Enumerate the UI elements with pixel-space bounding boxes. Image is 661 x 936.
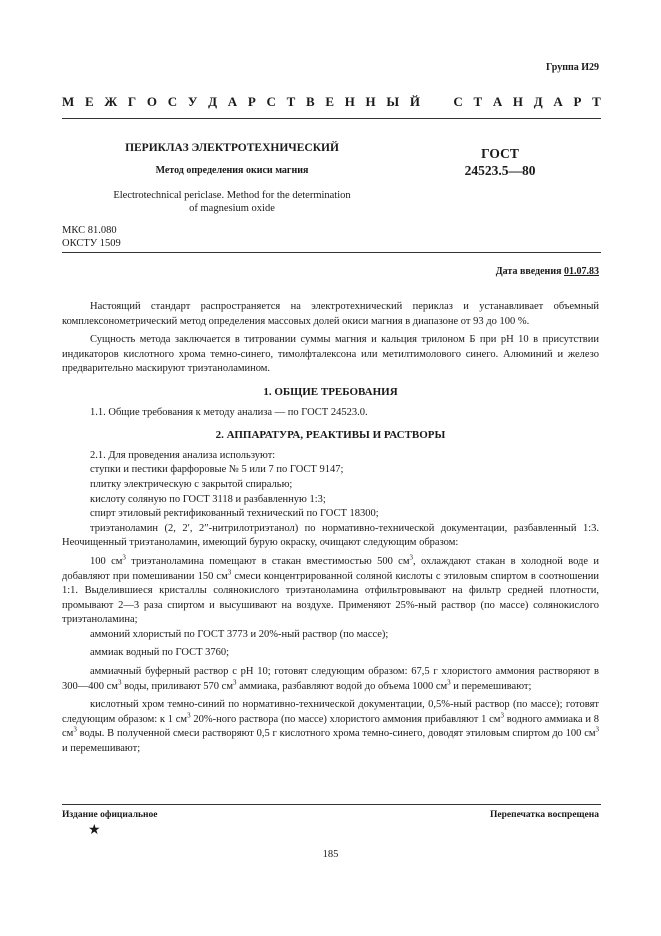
- section-heading: 1. ОБЩИЕ ТРЕБОВАНИЯ: [263, 385, 398, 398]
- banner-letter: Д: [533, 94, 543, 109]
- banner-letter: Д: [208, 94, 218, 109]
- banner-letter: С: [453, 94, 463, 109]
- effective-date: [496, 266, 599, 277]
- classification-codes: [62, 224, 121, 250]
- banner-letter: Р: [247, 94, 256, 109]
- list-item: спирт этиловый ректификованный технический по ГОСТ 18300;: [90, 508, 379, 520]
- intro-paragraph: Настоящий стандарт распространяется на электротехнический периклаз и устанавливает объемный комплексонометрический метод определения массовых долей окиси магния в диапазоне от 93 до 100 %.: [62, 301, 599, 327]
- list-item: плитку электрическую с закрытой спиралью;: [90, 478, 293, 490]
- reprint-prohibited-label: Перепечатка воспрещена: [489, 810, 599, 820]
- gost-number: 24523.5—80: [464, 163, 536, 178]
- list-item: ступки и пестики фарфоровые № 5 или 7 по ГОСТ 9147;: [90, 464, 344, 476]
- banner-letter: С: [266, 94, 276, 109]
- section-heading: 2. АППАРАТУРА, РЕАКТИВЫ И РАСТВОРЫ: [215, 429, 446, 442]
- banner-letter: А: [492, 94, 503, 109]
- star-icon: ★: [88, 823, 101, 838]
- list-item: триэтаноламин (2, 2′, 2″-нитрилотриэтанол) по нормативно-технической документации, разбавленный 1:3. Неочищенный триэтаноламин, имеющий бурую окраску, очищают следующим образом:: [62, 522, 599, 549]
- page-number: 185: [322, 849, 339, 860]
- banner-letter: Н: [365, 94, 376, 109]
- banner-letter: А: [553, 94, 563, 109]
- title-rule: [62, 252, 601, 253]
- banner-letter: Н: [344, 94, 355, 109]
- effective-date-value: 01.07.83: [564, 266, 599, 277]
- body-paragraph: 1.1. Общие требования к методу анализа — по ГОСТ 24523.0.: [90, 406, 368, 418]
- banner-letter: Е: [84, 94, 94, 109]
- intro-paragraph: Сущность метода заключается в титровании суммы магния и кальция трилоном Б при pH 10 в присутствии индикаторов кислотного хрома темно-синего, тимолфталексона или метилтимолового синего. Алюминий и железо предварительно маскируют триэтаноламином.: [62, 334, 599, 375]
- document-title: ПЕРИКЛАЗ ЭЛЕКТРОТЕХНИЧЕСКИЙ: [125, 142, 339, 154]
- body-paragraph: 100 $см^3$ триэтаноламина помещают в стакан вместимостью 500 $см^3$, охлаждают стакан в холодной воде и добавляют при помешивании 150 $см^3$ смеси концентрированной соляной кислоты с этиловым спиртом в соотношении 1:1. Выделившиеся кристаллы солянокислого триэтаноламина отфильтровывают на фильтр средней плотности, промывают 2—3 раза спиртом и высушивают на воздухе. Применяют 25%-ный раствор (по массе) солянокислого триэтаноламина;: [62, 553, 600, 626]
- gost-label: ГОСТ: [481, 146, 519, 161]
- official-edition-label: Издание официальное: [62, 810, 158, 820]
- list-item: 2.1. Для проведения анализа используют:: [90, 449, 276, 461]
- banner-letter: В: [305, 94, 315, 109]
- okstu-code: ОКСТУ 1509: [62, 238, 121, 249]
- document-subtitle: Метод определения окиси магния: [155, 165, 309, 176]
- banner-letter: Й: [409, 94, 420, 109]
- banner-letter: Т: [286, 94, 296, 109]
- english-title-line: Electrotechnical periclase. Method for the determination: [113, 190, 351, 201]
- gost-designation: [445, 145, 555, 179]
- mks-code: МКС 81.080: [62, 225, 117, 236]
- document-body: [62, 300, 599, 757]
- banner-letter: Н: [512, 94, 524, 109]
- banner-letter: Ж: [104, 94, 118, 109]
- english-title: [62, 189, 402, 215]
- banner-letter: Е: [325, 94, 334, 109]
- list-item: аммиак водный по ГОСТ 3760;: [90, 647, 230, 659]
- banner-letter: Ы: [386, 94, 400, 109]
- banner-letter: С: [167, 94, 178, 109]
- list-item: аммоний хлористый по ГОСТ 3773 и 20%-ный раствор (по массе);: [90, 628, 389, 640]
- banner-letter: О: [146, 94, 158, 109]
- banner-letter: Р: [573, 94, 582, 109]
- banner-letter: А: [227, 94, 238, 109]
- banner-spacer: [431, 94, 443, 110]
- english-title-line: of magnesium oxide: [189, 203, 275, 214]
- effective-date-label: Дата введения: [495, 266, 562, 277]
- banner-letter: У: [187, 94, 198, 109]
- list-item: кислоту соляную по ГОСТ 3118 и разбавленную 1:3;: [90, 493, 326, 505]
- footer-rule: [62, 804, 601, 805]
- standard-banner: [62, 94, 601, 110]
- header-rule: [62, 118, 601, 119]
- banner-letter: Г: [127, 94, 137, 109]
- banner-letter: Т: [592, 94, 601, 109]
- banner-letter: М: [62, 94, 75, 109]
- group-code: Группа И29: [546, 62, 599, 73]
- body-paragraph: аммиачный буферный раствор с pH 10; готовят следующим образом: 67,5 г хлористого аммония растворяют в 300—400 $см^3$ воды, приливают 570 $см^3$ аммиака, разбавляют водой до объема 1000 $см^3$ и перемешивают;: [62, 666, 599, 692]
- body-paragraph: кислотный хром темно-синий по нормативно-технической документации, 0,5%-ный раствор (по массе); готовят следующим образом: к 1 $см^3$ 20%-ного раствора (по массе) хлористого аммония прибавляют 1 $см^3$ водного аммиака и 8 $см^3$ воды. В полученной смеси растворяют 0,5 г кислотного хрома темно-синего, доводят этиловым спиртом до 100 $см^3$ и перемешивают;: [62, 699, 599, 755]
- banner-letter: Т: [473, 94, 483, 109]
